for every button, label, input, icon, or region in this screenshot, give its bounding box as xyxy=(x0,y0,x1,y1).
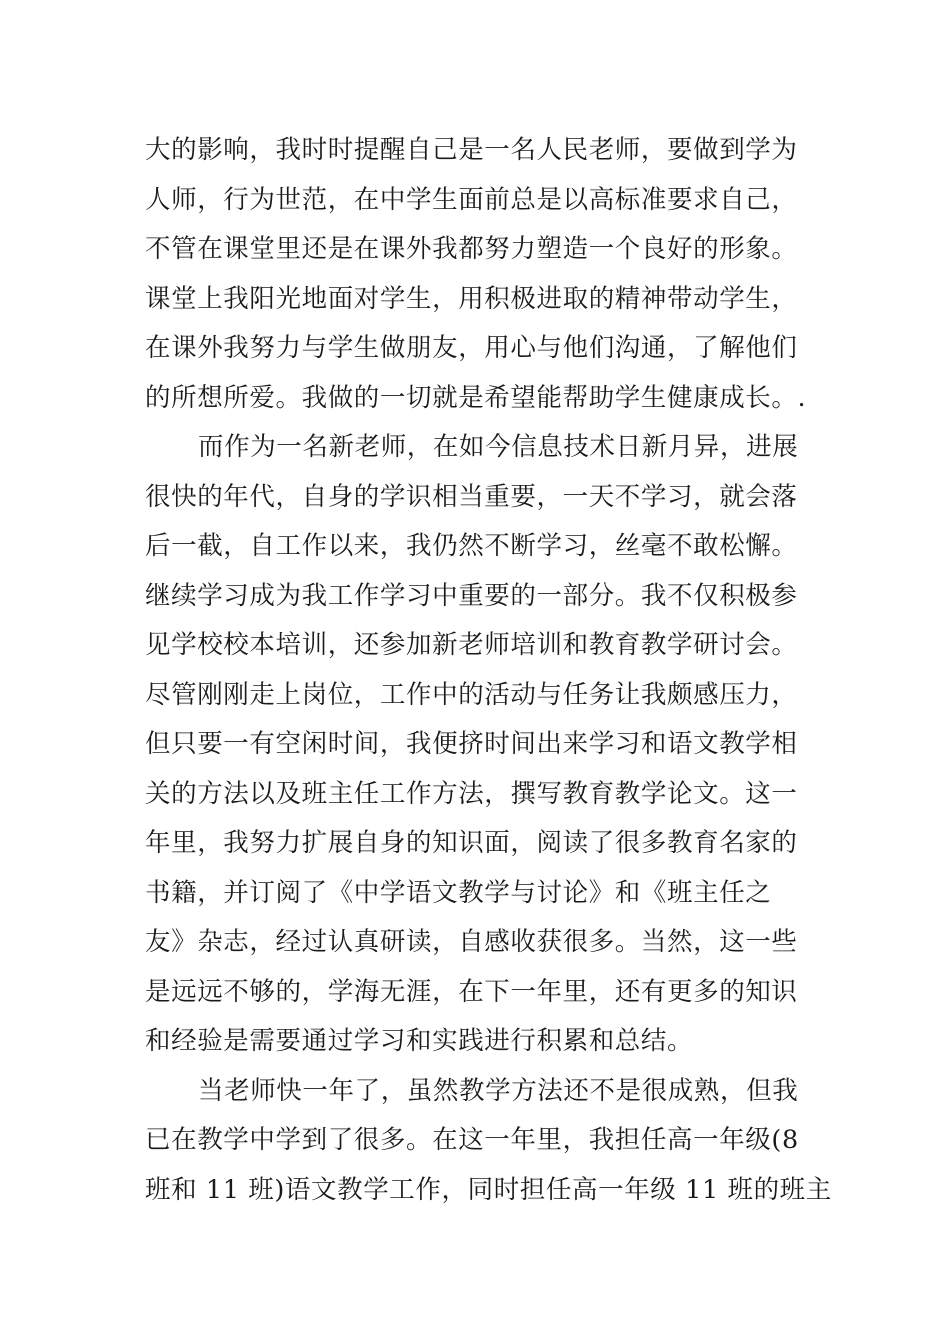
text-line: 是远远不够的，学海无涯，在下一年里，还有更多的知识 xyxy=(145,976,798,1007)
paragraph-start-line: 当老师快一年了，虽然教学方法还不是很成熟，但我 xyxy=(198,1075,799,1106)
paragraph-start-line: 而作为一名新老师，在如今信息技术日新月异，进展 xyxy=(198,432,799,462)
text-line: 后一截，自工作以来，我仍然不断学习，丝毫不敢松懈。 xyxy=(145,531,798,561)
text-line: 不管在课堂里还是在课外我都努力塑造一个良好的形象。 xyxy=(145,234,798,264)
text-line: 继续学习成为我工作学习中重要的一部分。我不仅积极参 xyxy=(145,580,798,611)
text-line: 但只要一有空闲时间，我便挤时间出来学习和语文教学相 xyxy=(145,729,798,759)
text-line: 班和 11 班)语文教学工作，同时担任高一年级 11 班的班主 xyxy=(145,1174,832,1205)
text-line: 书籍，并订阅了《中学语文教学与讨论》和《班主任之 xyxy=(145,877,772,908)
text-line: 见学校校本培训，还参加新老师培训和教育教学研讨会。 xyxy=(145,630,798,660)
body-text xyxy=(145,126,832,1215)
text-line: 大的影响，我时时提醒自己是一名人民老师，要做到学为 xyxy=(145,135,798,165)
text-line: 友》杂志，经过认真研读，自感收获很多。当然，这一些 xyxy=(145,927,798,957)
text-line: 人师，行为世范，在中学生面前总是以高标准要求自己， xyxy=(145,184,798,215)
text-line: 和经验是需要通过学习和实践进行积累和总结。 xyxy=(145,1026,694,1056)
text-line: 年里，我努力扩展自身的知识面，阅读了很多教育名家的 xyxy=(145,828,798,858)
text-line: 在课外我努力与学生做朋友，用心与他们沟通，了解他们 xyxy=(145,333,798,363)
text-line: 的所想所爱。我做的一切就是希望能帮助学生健康成长。. xyxy=(145,382,807,413)
text-line: 很快的年代，自身的学识相当重要，一天不学习，就会落 xyxy=(145,481,798,512)
text-line: 关的方法以及班主任工作方法，撰写教育教学论文。这一 xyxy=(145,778,798,809)
text-line: 课堂上我阳光地面对学生，用积极进取的精神带动学生， xyxy=(145,283,798,314)
text-line: 已在教学中学到了很多。在这一年里，我担任高一年级(8 xyxy=(145,1125,799,1155)
text-line: 尽管刚刚走上岗位，工作中的活动与任务让我颇感压力， xyxy=(145,679,798,710)
